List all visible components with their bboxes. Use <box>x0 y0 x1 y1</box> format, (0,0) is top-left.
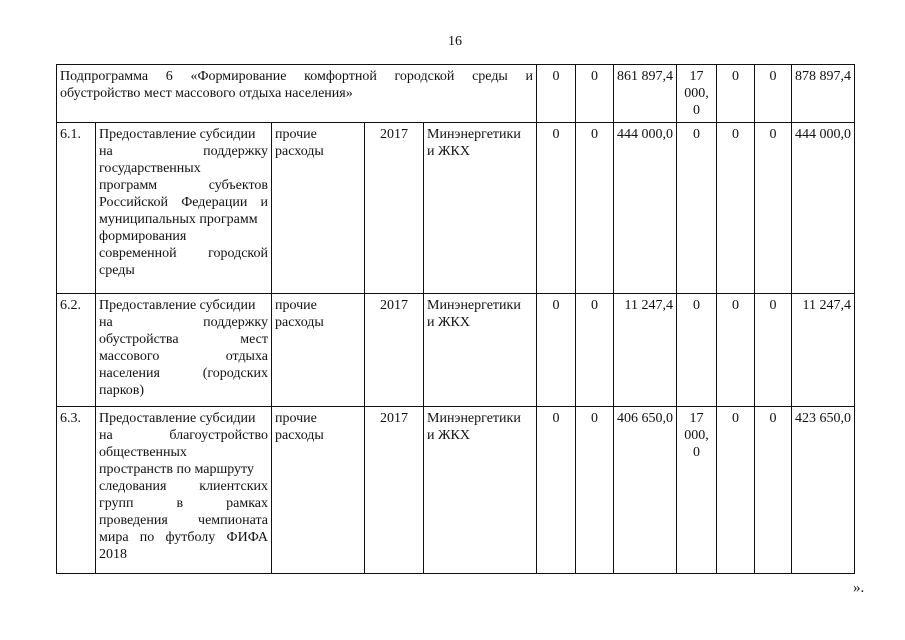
subprogram-value-3: 861 897,4 <box>614 65 677 123</box>
row-description-line: 2018 <box>99 547 127 562</box>
row-executor-line: и ЖКХ <box>427 144 470 159</box>
budget-table <box>56 64 855 574</box>
row-description <box>96 407 272 574</box>
row-executor-line: и ЖКХ <box>427 315 470 330</box>
row-value-6: 0 <box>755 123 792 294</box>
row-value-4-line: 17 <box>689 411 704 426</box>
row-value-3: 444 000,0 <box>614 123 677 294</box>
row-value-6: 0 <box>755 294 792 407</box>
row-value-2: 0 <box>576 123 614 294</box>
row-expense-type-line: прочие <box>275 127 317 142</box>
row-description-line: Предоставление субсидии <box>99 411 256 426</box>
row-value-5: 0 <box>717 294 755 407</box>
row-description-line: парков) <box>99 383 145 398</box>
row-value-3: 406 650,0 <box>614 407 677 574</box>
row-description-line: мира по футболу ФИФА <box>99 530 268 545</box>
row-description-line: Предоставление субсидии <box>99 127 256 142</box>
table-row <box>57 123 855 294</box>
subprogram-row <box>57 65 855 123</box>
row-description-line: пространств по маршруту <box>99 462 254 477</box>
row-value-1: 0 <box>537 123 576 294</box>
subprogram-value-4-line: 000, <box>684 86 709 101</box>
row-expense-type <box>272 294 365 407</box>
row-description-line: на благоустройство <box>99 428 268 443</box>
row-description-line: государственных <box>99 161 201 176</box>
row-value-4 <box>677 123 717 294</box>
subprogram-title <box>57 65 537 123</box>
row-value-5: 0 <box>717 407 755 574</box>
subprogram-value-5: 0 <box>717 65 755 123</box>
row-value-5: 0 <box>717 123 755 294</box>
row-description-line: Российской Федерации и <box>99 195 268 210</box>
row-description-line: проведения чемпионата <box>99 513 268 528</box>
closing-quote-mark: ». <box>853 580 865 596</box>
row-total: 11 247,4 <box>792 294 855 407</box>
row-value-3: 11 247,4 <box>614 294 677 407</box>
row-description-line: общественных <box>99 445 187 460</box>
row-executor <box>424 407 537 574</box>
row-description-line: населения (городских <box>99 366 268 381</box>
row-description-line: Предоставление субсидии <box>99 298 256 313</box>
row-year: 2017 <box>365 123 424 294</box>
subprogram-title-line-2: обустройство мест массового отдыха населения» <box>60 86 353 101</box>
row-expense-type <box>272 407 365 574</box>
row-description-line: групп в рамках <box>99 496 268 511</box>
subprogram-value-6: 0 <box>755 65 792 123</box>
row-value-4 <box>677 407 717 574</box>
row-value-2: 0 <box>576 294 614 407</box>
row-expense-type-line: прочие <box>275 411 317 426</box>
subprogram-title-line-1: Подпрограмма 6 «Формирование комфортной городской среды и <box>60 69 534 84</box>
subprogram-value-1: 0 <box>537 65 576 123</box>
row-value-6: 0 <box>755 407 792 574</box>
row-value-1: 0 <box>537 294 576 407</box>
row-description-line: муниципальных программ <box>99 212 258 227</box>
row-description-line: формирования <box>99 229 187 244</box>
table-row <box>57 294 855 407</box>
row-executor-line: Минэнергетики <box>427 411 521 426</box>
row-value-4-line: 0 <box>693 298 701 313</box>
row-value-2: 0 <box>576 407 614 574</box>
row-number: 6.2. <box>57 294 96 407</box>
row-year: 2017 <box>365 294 424 407</box>
row-description-line: обустройства мест <box>99 332 268 347</box>
row-description-line: на поддержку <box>99 144 268 159</box>
subprogram-value-4 <box>677 65 717 123</box>
row-number: 6.1. <box>57 123 96 294</box>
row-executor-line: Минэнергетики <box>427 298 521 313</box>
row-description <box>96 123 272 294</box>
row-description-line: следования клиентских <box>99 479 268 494</box>
row-total: 444 000,0 <box>792 123 855 294</box>
row-description-line: современной городской <box>99 246 268 261</box>
subprogram-value-4-line: 17 <box>689 69 704 84</box>
row-value-4 <box>677 294 717 407</box>
row-executor-line: Минэнергетики <box>427 127 521 142</box>
row-expense-type-line: расходы <box>275 428 324 443</box>
row-description <box>96 294 272 407</box>
row-executor-line: и ЖКХ <box>427 428 470 443</box>
row-description-line: среды <box>99 263 135 278</box>
row-expense-type-line: прочие <box>275 298 317 313</box>
row-expense-type-line: расходы <box>275 144 324 159</box>
table-row <box>57 407 855 574</box>
row-description-line: массового отдыха <box>99 349 268 364</box>
row-year: 2017 <box>365 407 424 574</box>
row-executor <box>424 294 537 407</box>
row-number: 6.3. <box>57 407 96 574</box>
row-description-line: на поддержку <box>99 315 268 330</box>
row-description-line: программ субъектов <box>99 178 268 193</box>
row-value-1: 0 <box>537 407 576 574</box>
subprogram-total: 878 897,4 <box>792 65 855 123</box>
row-expense-type <box>272 123 365 294</box>
row-expense-type-line: расходы <box>275 315 324 330</box>
subprogram-value-4-line: 0 <box>693 103 701 118</box>
subprogram-value-2: 0 <box>576 65 614 123</box>
row-executor <box>424 123 537 294</box>
row-total: 423 650,0 <box>792 407 855 574</box>
row-value-4-line: 0 <box>693 445 701 460</box>
row-value-4-line: 0 <box>693 127 701 142</box>
row-value-4-line: 000, <box>684 428 709 443</box>
page-number: 16 <box>448 34 462 49</box>
